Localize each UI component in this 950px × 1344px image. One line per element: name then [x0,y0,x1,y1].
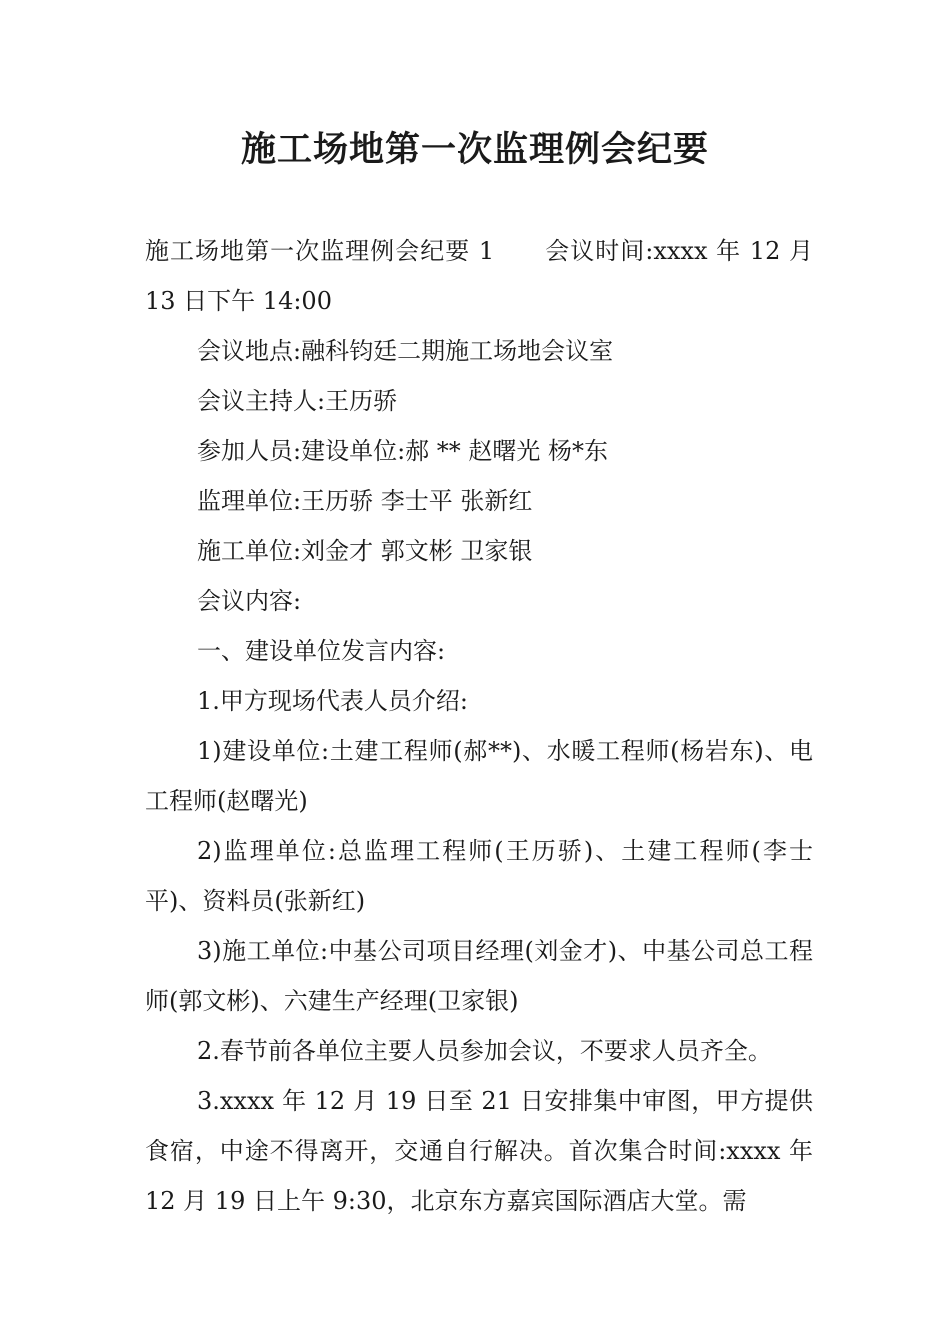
meeting-location: 会议地点:融科钧廷二期施工场地会议室 [197,337,614,365]
list-item: 1.甲方现场代表人员介绍: [197,687,468,715]
document-body [145,226,813,1226]
list-item: 2)监理单位:总监理工程师(王历骄)、土建工程师(李士平)、资料员(张新红) [145,837,813,915]
list-item: 1)建设单位:土建工程师(郝**)、水暖工程师(杨岩东)、电工程师(赵曙光) [145,737,813,815]
meeting-host: 会议主持人:王历骄 [197,387,398,415]
meeting-content-label: 会议内容: [197,587,302,615]
meeting-time: 会议时间:xxxx 年 12 月 13 日下午 14:00 [145,237,813,315]
document-title: 施工场地第一次监理例会纪要 [240,129,709,170]
list-item: 2.春节前各单位主要人员参加会议，不要求人员齐全。 [197,1037,772,1065]
attendees-supervisor: 监理单位:王历骄 李士平 张新红 [197,487,533,515]
attendees-contractor: 施工单位:刘金才 郭文彬 卫家银 [197,537,533,565]
list-item: 3.xxxx 年 12 月 19 日至 21 日安排集中审图，甲方提供食宿，中途不得离开，交通自行解决。首次集合时间:xxxx 年 12 月 19 日上午 9:30，北京东方嘉宾国际酒店大堂。需 [145,1087,813,1215]
list-item: 3)施工单位:中基公司项目经理(刘金才)、中基公司总工程师(郭文彬)、六建生产经理(卫家银) [145,937,813,1015]
section-heading: 一、建设单位发言内容: [197,637,446,665]
intro-paragraph [145,226,813,326]
intro-heading: 施工场地第一次监理例会纪要 1 [145,237,495,265]
attendees-owner: 参加人员:建设单位:郝 ** 赵曙光 杨*东 [197,437,609,465]
